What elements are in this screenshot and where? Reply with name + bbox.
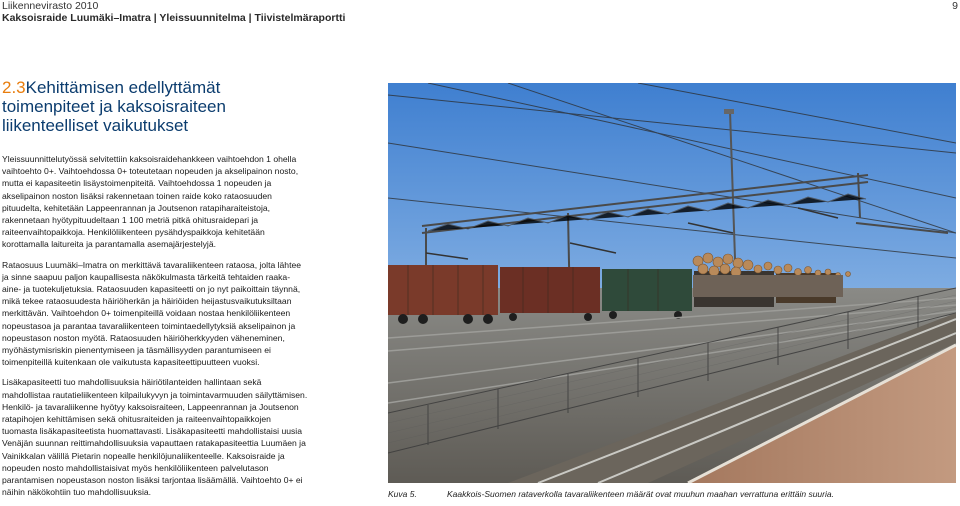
paragraph: Rataosuus Luumäki–Imatra on merkittävä tavaraliikenteen rataosa, jolta lähtee ja sinne saapuu paljon kaupallisesta näkökulmasta tärkeitä tehtaiden raaka-aine- ja tuotekuljetuksia. Rataosuuden kapasiteetti on jo nyt paikoittain täynnä, mikä tekee rataosuudesta häiriöherkän ja häiriöiden heijastusvaikutuksiltaan merkittävän. Vaihtoehdon 0+ toimenpiteillä voidaan nostaa henkilöliikenteen nopeustasoa ja parantaa tavaraliikenteen toimintaedellytyksiä akselipainon ja nopeustason noston myötä. Rataosuuden häiriöherkkyyden väheneminen, myöhästymisriskin pienentymiseen ja täsmällisyyden parantumiseen ei toimenpiteillä kuitenkaan ole vaikutusta kapasiteettipuutteen vuoksi. — [2, 259, 302, 368]
section-title: Kehittämisen edellyttämät toimenpiteet ja kaksoisraiteen liikenteelliset vaikutukset — [2, 78, 226, 135]
railway-yard-photo — [388, 83, 956, 483]
figure-caption-text: Kaakkois-Suomen rataverkolla tavaraliikenteen määrät ovat muuhun maahan verrattuna erittäin suuria. — [447, 489, 834, 499]
running-header — [2, 0, 958, 24]
paragraph: Yleissuunnittelutyössä selvitettiin kaksoisraidehankkeen vaihtoehdon 1 ohella vaihtoehto 0+. Vaihtoehdossa 0+ toteutetaan nopeuden ja akselipainon nosto, mutta ei kapasiteetin lisäystoimenpiteitä. Vaihtoehdossa 1 nopeuden ja akselipainon noston lisäksi rakennetaan toinen raide koko rataosuuden pituudelta, kehitetään Lappeenrannan ja Joutsenon ratapiharaiteistoja, rakennetaan hyötypituudeltaan 1 100 metriä pitkä ohitusraidepari ja raiteenvaihtopaikkoja. Henkilöliikenteen pysähdyspaikkoja kehitetään korottamalla laitureita ja parantamalla asemajärjestelyjä. — [2, 154, 299, 250]
body-text — [2, 153, 308, 506]
page-number: 9 — [952, 0, 958, 12]
photo-illustration — [388, 83, 956, 483]
header-publisher: Liikennevirasto 2010 — [2, 0, 99, 12]
figure-label: Kuva 5. — [388, 489, 417, 499]
section-number: 2.3 — [2, 78, 26, 97]
section-heading — [2, 78, 302, 135]
figure-caption — [388, 489, 958, 500]
header-document-title: Kaksoisraide Luumäki–Imatra | Yleissuunnitelma | Tiivistelmäraportti — [2, 12, 346, 24]
paragraph: Lisäkapasiteetti tuo mahdollisuuksia häiriötilanteiden hallintaan sekä mahdollistaa rautatieliikenteen kilpailukyvyn ja toimintavarmuuden säilyttämisen. Henkilö- ja tavaraliikenne hyötyy kaksoisraiteen, Lappeenrannan ja Joutsenon ratapihojen kehittämisen sekä ohitusraiteiden ja raiteenvaihtopaikkojen tuomasta lisäkapasiteetista huomattavasti. Lisäkapasiteetti mahdollistaisi uusia Venäjän suunnan reittimahdollisuuksia vapauttaen ratakapasiteettia Luumäen ja Vainikkalan välillä Pietarin nopealle henkilöjunaliikenteelle. Kaksoisraide ja nopeuden nosto mahdollistaisivat myös henkilöliikenteen palvelutason parantamisen nopeustason noston lisäksi tarjontaa lisäämällä. Vaihtoehto 0+ ei näihin näkökohtiin tuo mahdollisuuksia. — [2, 377, 308, 498]
